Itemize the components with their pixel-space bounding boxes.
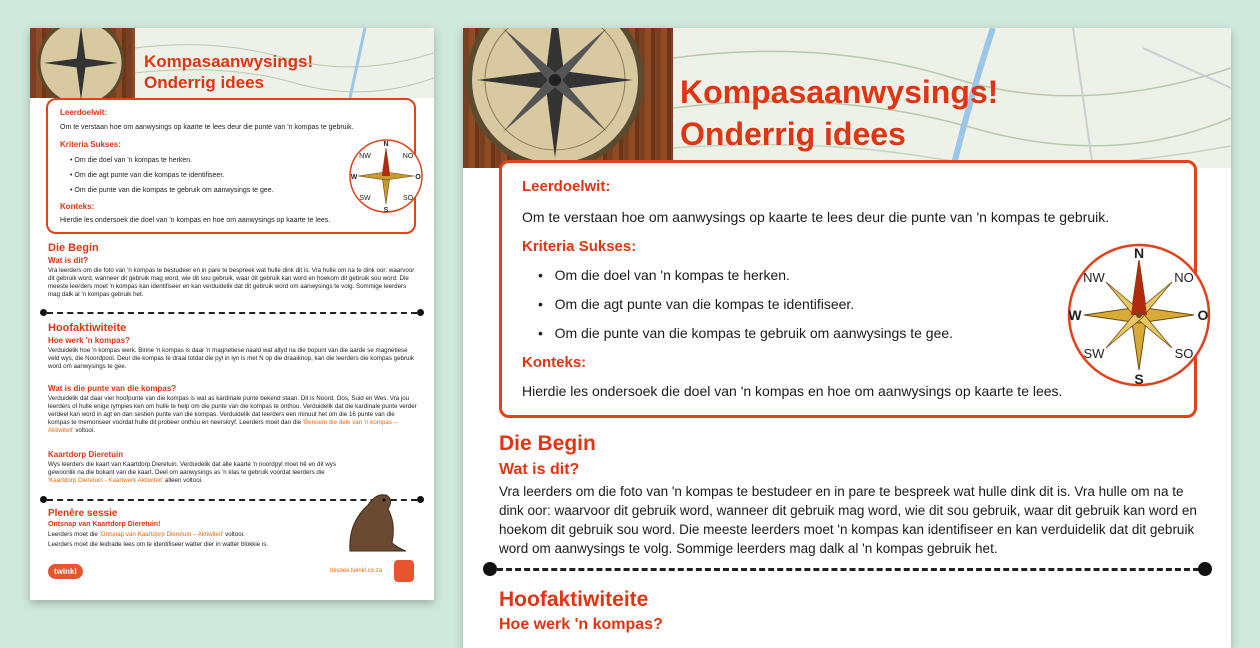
compass-label-n: N — [383, 141, 389, 148]
hoofaktiwiteite-heading-large: Hoofaktiwiteite — [499, 588, 649, 611]
kriteria-item-2-large: • Om die agt punte van die kompas te identifiseer. — [538, 296, 855, 312]
twinkl-logo: twinkl — [48, 564, 83, 579]
hoofaktiwiteite-text1: Verduidelik hoe 'n kompas werk. Binne 'n kompas is daar 'n magnetiese naald wat altyd na die bopunt van die aarde se magnetiese veld wys, die Noordpool. Deur die kompas te draai totdat die pyl in lyn is met N op die draaiknop, kan die leerders die kompas gebruik word om aanwysings te gee. — [48, 347, 414, 370]
compass-rose-icon — [346, 136, 426, 216]
compass-label-e-large: O — [1197, 307, 1209, 323]
die-begin-sub: Wat is dit? — [48, 256, 89, 265]
header-banner-large — [463, 28, 1231, 168]
compass-label-s-large: S — [1134, 371, 1144, 387]
document-preview-small — [30, 28, 434, 600]
compass-label-ne: NO — [402, 153, 414, 160]
compass-label-nw-large: NW — [1083, 270, 1105, 285]
plenere-heading: Plenêre sessie — [48, 508, 118, 519]
leerdoelwit-text: Om te verstaan hoe om aanwysings op kaarte te lees deur die punte van 'n kompas te gebruik. — [60, 124, 354, 131]
die-begin-heading-large: Die Begin — [499, 432, 596, 455]
konteks-heading-large: Konteks: — [522, 354, 587, 371]
page-title-line2-large: Onderrig idees — [680, 116, 906, 152]
kriteria-item-2: • Om die agt punte van die kompas te identifiseer. — [70, 172, 225, 179]
activity-link-3[interactable]: 'Ontsnap van Kaartdorp Dieretuin – Aktiwiteit' — [99, 531, 224, 538]
kriteria-item-3: • Om die punte van die kompas te gebruik om aanwysings te gee. — [70, 187, 274, 194]
twinkl-badge-icon — [394, 560, 414, 582]
hoofaktiwiteite-sub1: Hoe werk 'n kompas? — [48, 336, 130, 345]
compass-label-w: W — [350, 174, 358, 181]
kriteria-heading: Kriteria Sukses: — [60, 140, 121, 149]
die-begin-text: Vra leerders om die foto van 'n kompas te bestudeer en in pare te bespreek wat hulle dink dit is. Vra hulle om na te dink oor: waarvoor dit gebruik word, wanneer dit gebruik mag word, wie dit sou gebruik, waar dit gebruik kan word en hoekom dit gebruik sou word. Die meeste leerders moet 'n kompas kan identifiseer en kan verduidelik dat dit gebruik word om aanwysings te volg. Sommige leerders mag dalk al 'n kompas gebruik het. — [48, 267, 415, 298]
hoofaktiwiteite-sub1-large: Hoe werk 'n kompas? — [499, 616, 663, 633]
konteks-text: Hierdie les ondersoek die doel van 'n kompas en hoe om aanwysings op kaarte te lees. — [60, 217, 331, 224]
konteks-heading: Konteks: — [60, 202, 95, 211]
compass-label-sw: SW — [359, 195, 371, 202]
die-begin-text-large: Vra leerders om die foto van 'n kompas te bestudeer en in pare te bespreek wat hulle dink dit is. Vra hulle om na te dink oor: waarvoor dit gebruik word, wanneer dit gebruik mag word, wie dit sou gebruik, waar dit gebruik kan word en hoekom dit gebruik sou word. Die meeste leerders moet 'n kompas kan identifiseer en kan verduidelik dat dit gebruik word om aanwysings te volg. Sommige leerders mag dalk al 'n kompas gebruik het. — [499, 484, 1197, 556]
hoofaktiwiteite-heading: Hoofaktiwiteite — [48, 322, 127, 334]
leerdoelwit-text-large: Om te verstaan hoe om aanwysings op kaarte te lees deur die punte van 'n kompas te gebruik. — [522, 209, 1110, 225]
hoofaktiwiteite-sub3: Kaartdorp Dieretuin — [48, 450, 124, 459]
page-title-line1: Kompasaanwysings! — [144, 52, 314, 71]
hoofaktiwiteite-text3: Wys leerders die kaart van Kaartdorp Dieretuin. Verduidelik dat alle kaarte 'n noordpyl moet hê en dit wys gewoonlik na die bokant van die kaart. Deel om aanwysings as 'n klas te gebruik voordat leerders die 'Kaartdorp Dieretuin - Kaartwerk Aktiwiteit' alleen voltooi. — [48, 461, 336, 484]
plenere-text2: Leerders moet die leidrade lees om te identifiseer watter dier in watter blokkie is. — [48, 541, 269, 548]
die-begin-sub-large: Wat is dit? — [499, 461, 580, 478]
document-preview-large — [463, 28, 1231, 648]
hoofaktiwiteite-sub2: Wat is die punte van die kompas? — [48, 384, 177, 393]
seal-illustration-icon — [330, 483, 410, 555]
page-title-line1-large: Kompasaanwysings! — [680, 74, 999, 110]
plenere-sub: Ontsnap van Kaartdorp Dieretuin! — [48, 521, 161, 528]
activity-link-1[interactable]: 'Benoem die dele van 'n kompas – Aktiwiteit' — [48, 419, 398, 434]
hoofaktiwiteite-text2: Verduidelik dat daar vier hoofpunte van die kompas is wat as kardinale punte bekend staan. Dit is Noord, Oos, Suid en Wes. Vra jou leerders of hulle enige rympies ken om hulle te help om die punte van die kompas te onthou. Verduidelik dat die kardinale punte verder verdeel kan word in agt en dan sestien punte van die kompas. Verduidelik dat leerders een minuut het om die 16 punte van die kompas te memoriseer voordat hulle dit probeer onthou en neerskryf. Leerders moet dan die 'Benoem die dele van 'n kompas – Aktiwiteit' voltooi. — [48, 395, 417, 434]
compass-label-nw: NW — [359, 153, 371, 160]
leerdoelwit-heading: Leerdoelwit: — [60, 108, 108, 117]
page-title-line2: Onderrig idees — [144, 73, 264, 92]
plenere-text1: Leerders moet die 'Ontsnap van Kaartdorp Dieretuin – Aktiwiteit' voltooi. — [48, 531, 245, 538]
compass-photo-icon — [36, 28, 126, 98]
footer-url[interactable]: besoek.twinkl.co.za — [330, 568, 383, 574]
compass-label-e: O — [415, 174, 421, 181]
compass-label-se-large: SO — [1174, 346, 1194, 361]
compass-label-sw-large: SW — [1083, 346, 1105, 361]
kriteria-item-1-large: • Om die doel van 'n kompas te herken. — [538, 267, 790, 283]
compass-label-se: SO — [402, 195, 414, 202]
kriteria-heading-large: Kriteria Sukses: — [522, 238, 637, 255]
compass-rose-icon-large — [1064, 240, 1214, 390]
compass-label-w-large: W — [1068, 307, 1082, 323]
activity-link-2[interactable]: 'Kaartdorp Dieretuin - Kaartwerk Aktiwiteit' — [48, 477, 164, 484]
die-begin-heading: Die Begin — [48, 242, 99, 254]
header-banner — [30, 28, 434, 98]
konteks-text-large: Hierdie les ondersoek die doel van 'n kompas en hoe om aanwysings op kaarte te lees. — [522, 383, 1063, 399]
kriteria-item-1: • Om die doel van 'n kompas te herken. — [70, 157, 193, 164]
compass-label-s: S — [383, 207, 389, 214]
kriteria-item-3-large: • Om die punte van die kompas te gebruik om aanwysings te gee. — [538, 325, 954, 341]
leerdoelwit-heading-large: Leerdoelwit: — [522, 178, 611, 195]
compass-label-n-large: N — [1133, 245, 1145, 261]
compass-photo-icon-large — [463, 28, 663, 168]
compass-label-ne-large: NO — [1174, 270, 1194, 285]
